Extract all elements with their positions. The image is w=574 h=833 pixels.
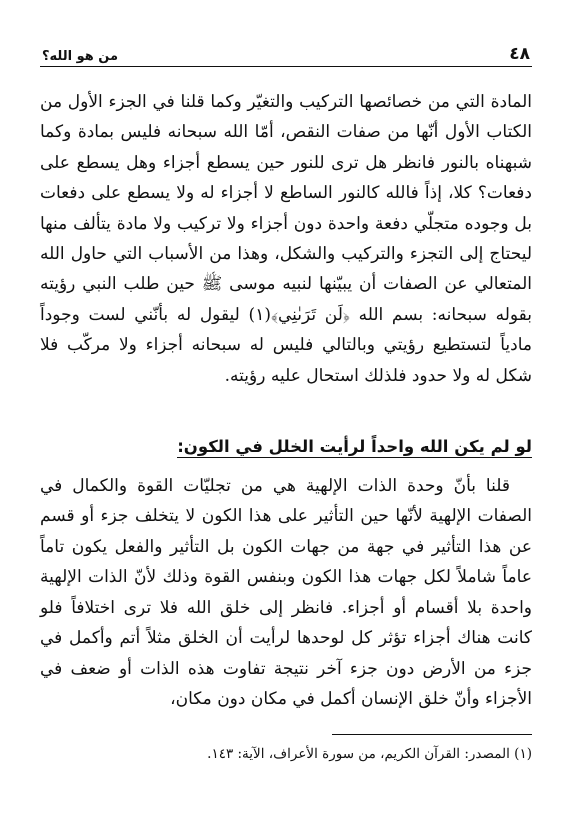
running-header-title: من هو الله؟ bbox=[42, 49, 119, 64]
section-heading bbox=[40, 433, 532, 461]
running-header bbox=[40, 38, 532, 67]
footnote-divider bbox=[332, 734, 532, 735]
section-heading-text: لو لم يكن الله واحداً لرأيت الخلل في الكون: bbox=[177, 437, 532, 457]
body-paragraph-1: المادة التي من خصائصها التركيب والتغيّر وكما قلنا في الجزء الأول من الكتاب الأول أنّها من صفات النقص، أمّا الله سبحانه فليس بمادة وكما شبهناه بالنور فانظر هل ترى للنور حين يسطع أجزاء وهل يسطع على دفعات؟ كلا، إذاً فالله كالنور الساطع لا أجزاء له ولا يسطع على دفعات بل وجوده متجلّي دفعة واحدة دون أجزاء ولا تركيب ولا مادة يتألف منها ليحتاج إلى التجزء والتركيب والشكل، وهذا من الأسباب التي حاول الله المتعالي عن الصفات أن يبيّنها لنبيه موسى ﷺ حين طلب النبي رؤيته بقوله سبحانه: بسم الله ﴿لَن تَرَىٰنِي﴾(١) ليقول له بأنّني لست وجوداً مادياً لتستطيع رؤيتي وبالتالي فليس له سبحانه أجزاء ولا مركّب فلا شكل له ولا حدود فلذلك استحال عليه رؤيته. bbox=[40, 92, 532, 386]
footnote-1: (١) المصدر: القرآن الكريم، من سورة الأعراف، الآية: ١٤٣. bbox=[207, 746, 532, 762]
body-paragraph-2: قلنا بأنّ وحدة الذات الإلهية هي من تجليّات القوة والكمال في الصفات الإلهية لأنّها حين التأثير على هذا الكون لا يتخلف جزء أو قسم عن هذا التأثير في جهة من جهات الكون بل التأثير والفعل يكون تاماً عاماً شاملاً لكل جهات هذا الكون وبنفس القوة وذلك لأنّ الذات الإلهية واحدة بلا أقسام أو أجزاء. فانظر إلى خلق الله فلا ترى اختلافاً فلو كانت هناك أجزاء تؤثر كل لوحدها لرأيت أن الخلق مثلاً أتم وأكمل في جزء من الأرض دون جزء آخر نتيجة تفاوت هذه الذات أو ضعف في الأجزاء وأنّ خلق الإنسان أكمل في مكان دون مكان، bbox=[40, 476, 532, 709]
page-number: ٤٨ bbox=[509, 44, 530, 64]
page bbox=[40, 38, 532, 714]
footnotes bbox=[40, 734, 532, 765]
